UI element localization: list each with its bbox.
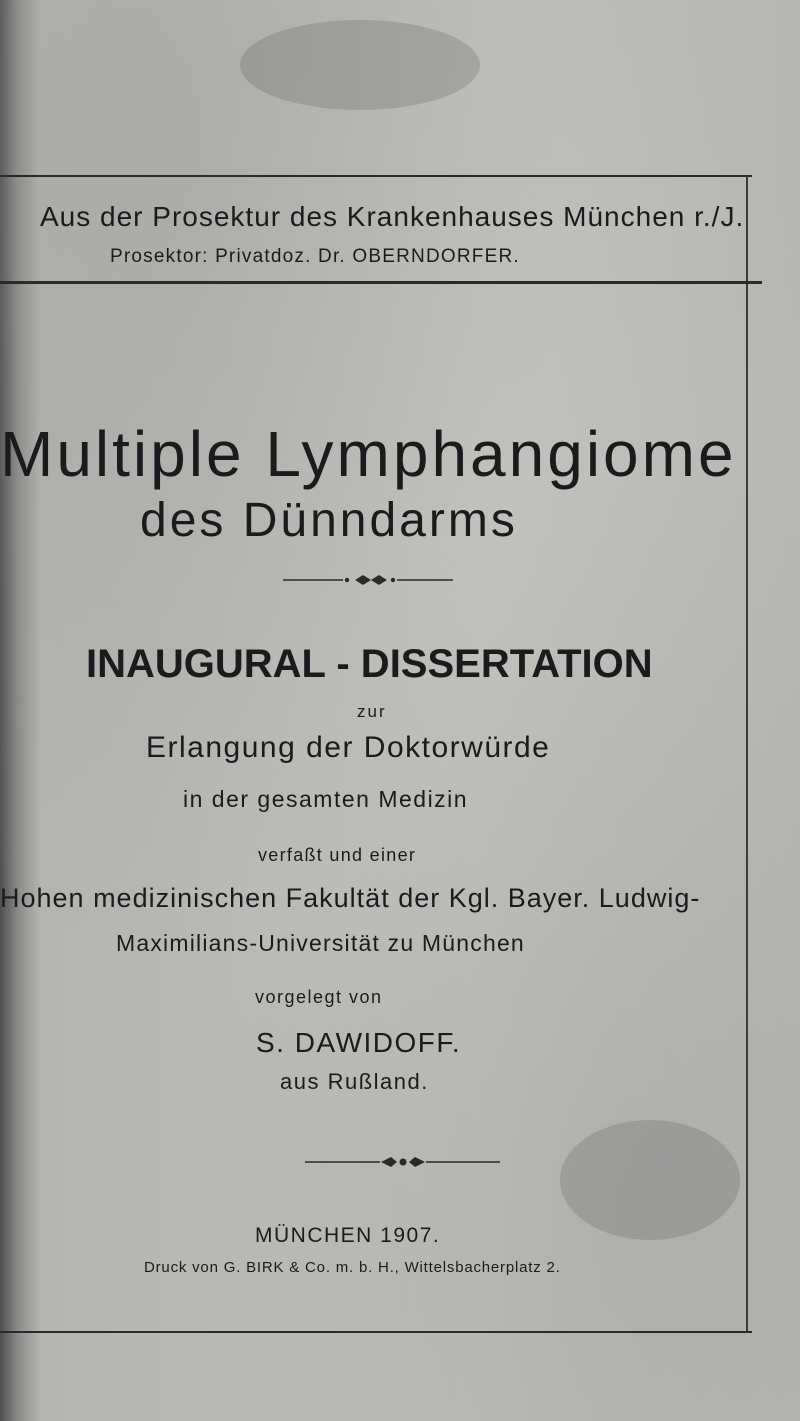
verfasst-line: verfaßt und einer <box>258 845 417 865</box>
institute-line: Aus der Prosektur des Krankenhauses München r./J. <box>40 201 745 232</box>
prosektor-line: Prosektor: Privatdoz. Dr. OBERNDORFER. <box>110 246 520 267</box>
bottom-border-rule <box>0 1331 752 1333</box>
printer-line: Druck von G. BIRK & Co. m. b. H., Wittelsbacherplatz 2. <box>144 1259 561 1276</box>
top-border-rule <box>0 175 752 177</box>
paper-stain <box>240 20 480 110</box>
dissertation-heading: INAUGURAL - DISSERTATION <box>86 642 653 686</box>
erlangung-line: Erlangung der Doktorwürde <box>146 731 551 764</box>
title-line-2: des Dünndarms <box>140 494 518 547</box>
vorgelegt-line: vorgelegt von <box>255 987 383 1007</box>
title-line-1: Multiple Lymphangiome <box>0 418 737 490</box>
header-rule <box>0 281 762 284</box>
paper-stain <box>560 1120 740 1240</box>
universitaet-line: Maximilians-Universität zu München <box>116 930 525 956</box>
author-origin: aus Rußland. <box>280 1069 429 1094</box>
fakultaet-line: Hohen medizinischen Fakultät der Kgl. Bayer. Ludwig- <box>0 883 701 913</box>
place-year-line: MÜNCHEN 1907. <box>255 1224 441 1247</box>
right-border-rule <box>746 175 748 1333</box>
ornament-divider-icon <box>305 1155 500 1169</box>
zur-line: zur <box>357 702 387 721</box>
author-name: S. DAWIDOFF. <box>256 1027 462 1058</box>
ornament-divider-icon <box>283 573 453 587</box>
medizin-line: in der gesamten Medizin <box>183 786 469 812</box>
